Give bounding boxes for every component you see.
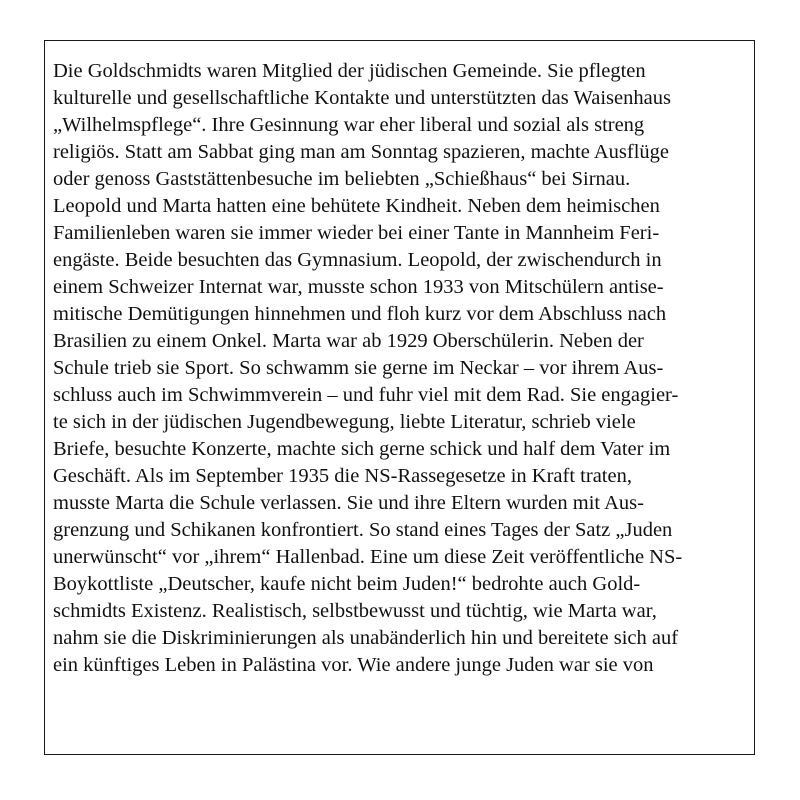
text-line: kulturelle und gesellschaftliche Kontakte und unterstützten das Waisenhaus — [53, 87, 671, 109]
text-line: ein künftiges Leben in Palästina vor. Wie andere junge Juden war sie von — [53, 654, 654, 676]
text-line: Die Goldschmidts waren Mitglied der jüdischen Gemeinde. Sie pflegten — [53, 60, 646, 82]
text-line: unerwünscht“ vor „ihrem“ Hallenbad. Eine um diese Zeit veröffentliche NS- — [53, 546, 683, 568]
text-line: schmidts Existenz. Realistisch, selbstbewusst und tüchtig, wie Marta war, — [53, 600, 657, 622]
text-line: „Wilhelmspflege“. Ihre Gesinnung war eher liberal und sozial als streng — [53, 114, 645, 136]
text-line: Leopold und Marta hatten eine behütete Kindheit. Neben dem heimischen — [53, 195, 660, 217]
text-line: Schule trieb sie Sport. So schwamm sie gerne im Neckar – vor ihrem Aus- — [53, 357, 664, 379]
body-text — [53, 58, 682, 679]
text-line: engäste. Beide besuchten das Gymnasium. Leopold, der zwischendurch in — [53, 249, 662, 271]
text-line: Brasilien zu einem Onkel. Marta war ab 1929 Oberschülerin. Neben der — [53, 330, 644, 352]
text-line: Geschäft. Als im September 1935 die NS-Rassegesetze in Kraft traten, — [53, 465, 632, 487]
text-line: te sich in der jüdischen Jugendbewegung, liebte Literatur, schrieb viele — [53, 411, 636, 433]
text-line: musste Marta die Schule verlassen. Sie und ihre Eltern wurden mit Aus- — [53, 492, 644, 514]
text-line: nahm sie die Diskriminierungen als unabänderlich hin und bereitete sich auf — [53, 627, 679, 649]
text-line: Familienleben waren sie immer wieder bei einer Tante in Mannheim Feri- — [53, 222, 660, 244]
text-line: religiös. Statt am Sabbat ging man am Sonntag spazieren, machte Ausflüge — [53, 141, 670, 163]
text-line: Briefe, besuchte Konzerte, machte sich gerne schick und half dem Vater im — [53, 438, 671, 460]
text-line: oder genoss Gaststättenbesuche im beliebten „Schießhaus“ bei Sirnau. — [53, 168, 631, 190]
text-line: schluss auch im Schwimmverein – und fuhr viel mit dem Rad. Sie engagier- — [53, 384, 679, 406]
text-line: einem Schweizer Internat war, musste schon 1933 von Mitschülern antise- — [53, 276, 664, 298]
text-line: mitische Demütigungen hinnehmen und floh kurz vor dem Abschluss nach — [53, 303, 667, 325]
text-line: grenzung und Schikanen konfrontiert. So stand eines Tages der Satz „Juden — [53, 519, 673, 541]
text-line: Boykottliste „Deutscher, kaufe nicht beim Juden!“ bedrohte auch Gold- — [53, 573, 641, 595]
